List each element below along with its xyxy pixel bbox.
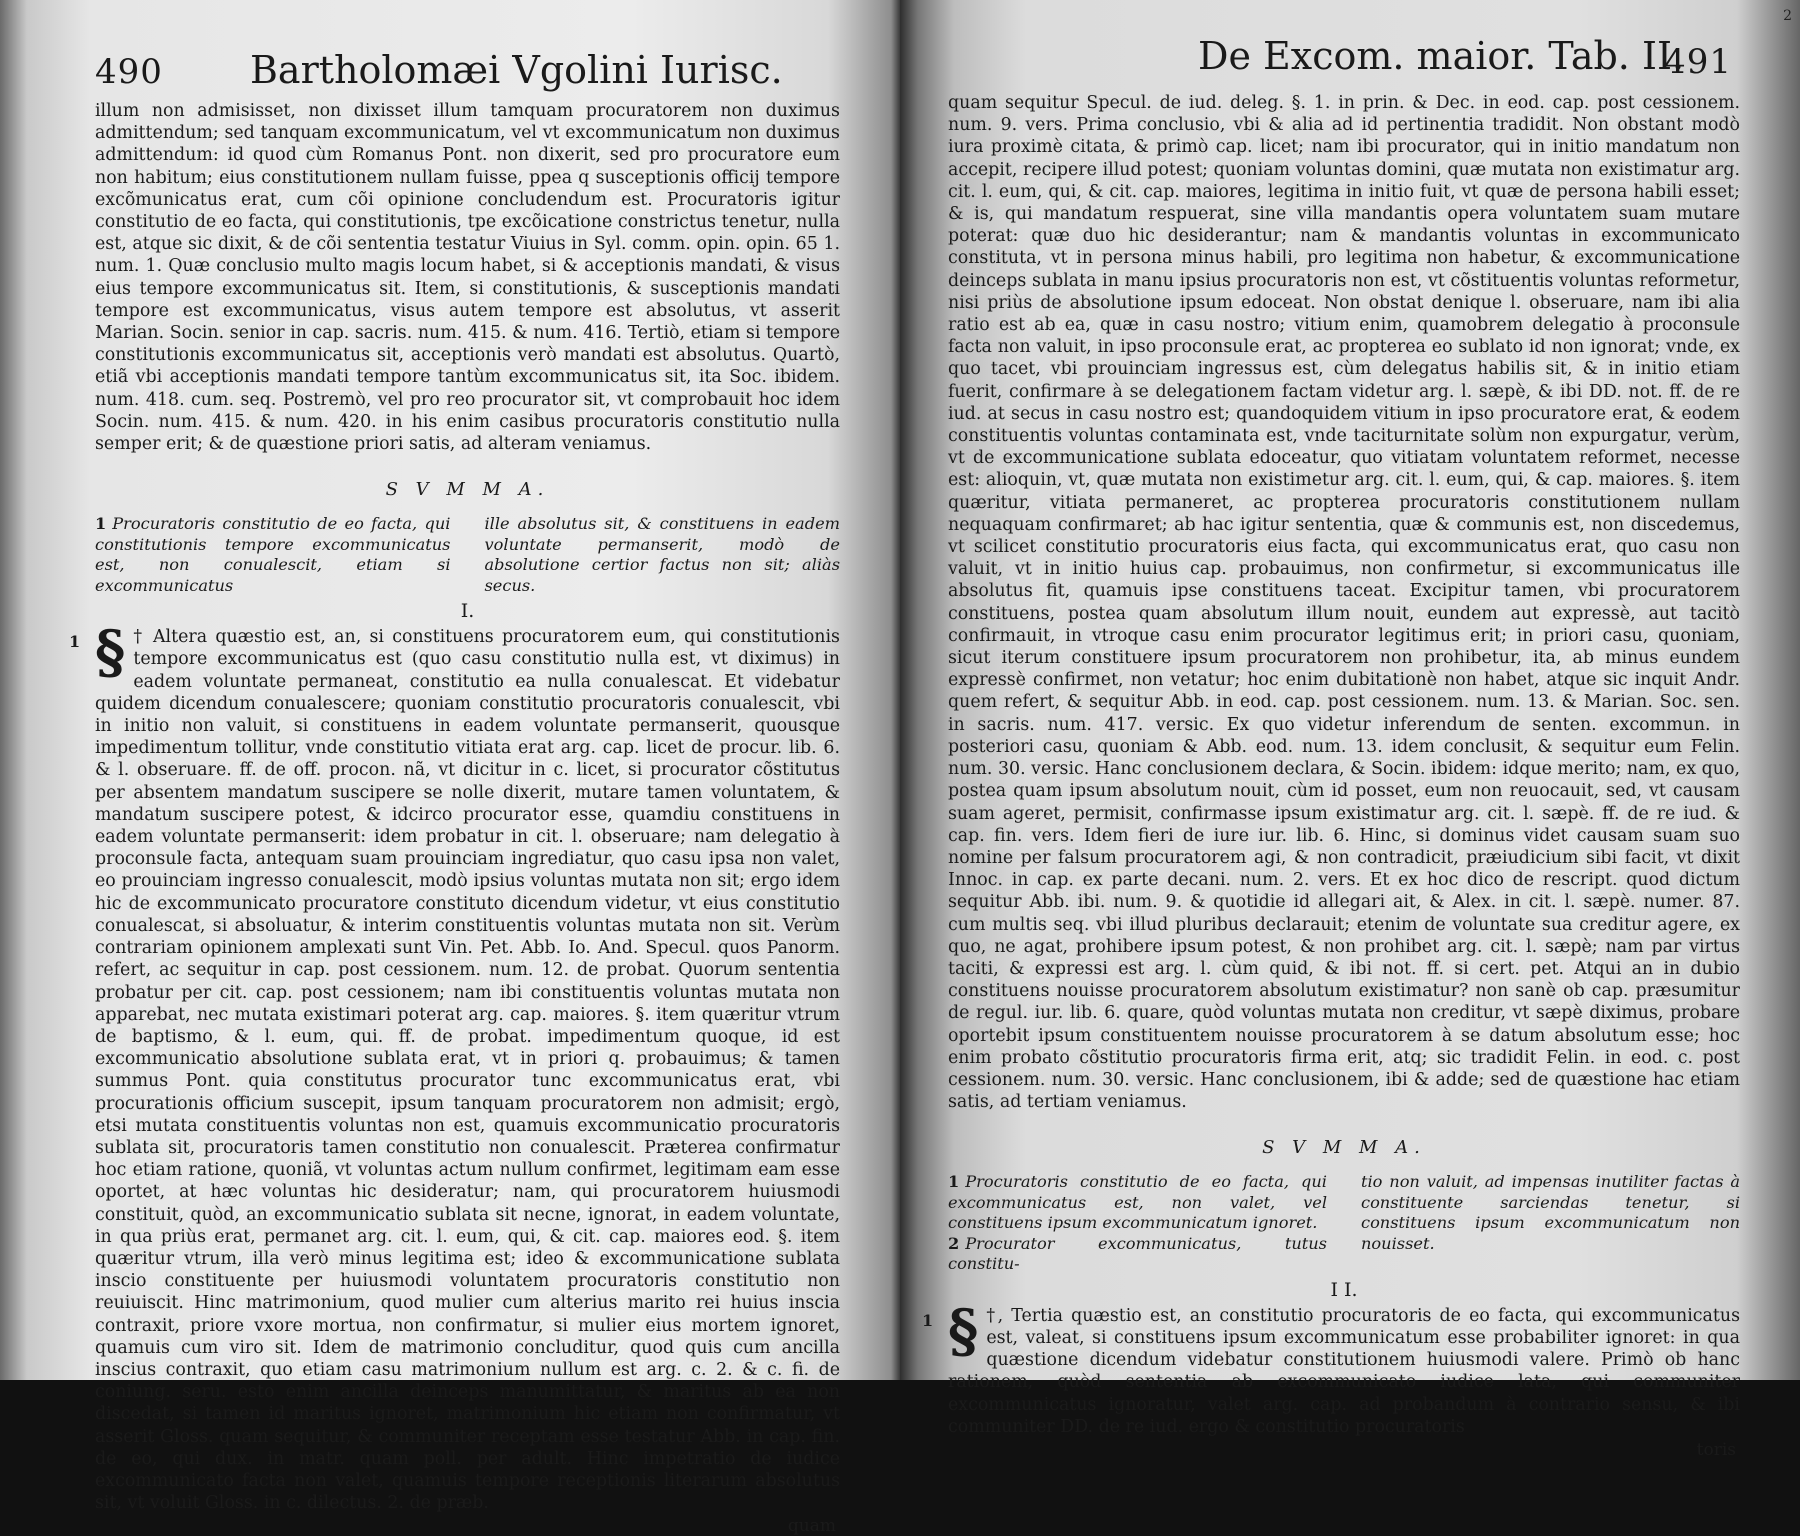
right-summary-col-1 <box>948 1172 1327 1275</box>
left-section-sign: § <box>95 618 126 687</box>
right-summary-text-1b: Procurator excommunicatus, tutus constitu- <box>948 1233 1327 1274</box>
left-summary-col-1 <box>95 514 451 596</box>
right-running-title: De Excom. maior. Tab. II. <box>1198 34 1685 78</box>
left-summary-text-2: ille absolutus sit, & constituens in eadem voluntate permanserit, modò de absolutione certior factus non sit; aliàs secus. <box>484 514 840 595</box>
left-running-title: Bartholomæi Vgolini Iurisc. <box>250 48 783 92</box>
right-section-sign: § <box>948 1296 979 1365</box>
right-page <box>900 0 1800 1461</box>
right-summary-number-2: 2 <box>948 1233 960 1253</box>
right-running-head <box>948 30 1740 92</box>
right-margin-number: 1 <box>922 1310 934 1330</box>
left-main-paragraph: † Altera quæstio est, an, si constituens procuratorem eum, qui constitutionis tempore excommunicatus est (quo casu constitutio nulla est, vt diximus) in eadem voluntate permaneat, constitutio ea nulla conualescat. Et videbatur quidem dicendum conualescere; quoniam constitutio procuratoris conualescit, vbi in initio non valuit, si constituens in eadem voluntate permanserit, quousque impedimentum tollitur, vnde constitutio vitiata erat arg. cap. licet de procur. lib. 6. & l. obseruare. ff. de off. procon. nã, vt dicitur in c. licet, si procurator cõstitutus per absentem mandatum suscipere se nolle dixerit, mutare tamen voluntatem, & mandatum suscipere potest, & idcirco procurator esse, quamdiu constituens in eadem voluntate permanserit: idem probatur in cit. l. obseruare; nam delegatio à proconsule facta, antequam suam prouinciam ingrediatur, quo casu ipsa non valet, eo prouinciam ingresso conualescit, modò ipsius voluntas mutata non sit; ergo idem hic de excommunicato procuratore constituto dicendum videtur, vt eius constitutio conualescat, si absoluatur, & interim constituentis voluntas mutata non sit. Verùm contrariam opinionem amplexati sunt Vin. Pet. Abb. Io. And. Specul. quos Panorm. refert, ac sequitur in cap. post cessionem. num. 12. de probat. Quorum sententia probatur per cit. cap. post cessionem; nam ibi constituentis voluntas mutata non apparebat, nec mutata existimari poterat arg. cap. maiores. §. item quæritur vtrum de baptismo, & l. eum, qui. ff. de probat. impedimentum quoque, id est excommunicatio absolutione sublata erat, vt in priori q. probauimus; & tamen summus Pont. quia constitutus procurator tunc excommunicatus erat, vbi procurationis officium suscepit, ipsum tanquam procuratorem non admisit; ergò, etsi mutata constituentis voluntas non est, quamuis excommunicatio procuratoris sublata sit, procuratoris tamen constitutio non conualescit. Præterea confirmatur hoc etiam ratione, quoniã, vt voluntas actum nullum confirmet, legitimam eam esse oportet, at hæc voluntas hic desideratur; nam, qui procuratorem huiusmodi constituit, quòd, an excommunicatio sublata sit necne, ignorat, in eadem voluntate, in qua priùs erat, permanet arg. cit. l. eum, qui, & cit. cap. maiores eod. §. item quæritur vtrum, illa verò minus legitima est; ideo & excommunicatione sublata inscio constituente per huiusmodi voluntatem procuratoris constitutio non reuiuiscit. Hinc matrimonium, quod mulier cum alterius marito rei huius inscia contraxit, priore vxore mortua, non confirmatur, si mulier eius mortem ignoret, quamuis cum viro sit. Idem de matrimonio concluditur, quod quis cum ancilla inscius contraxit, quo etiam casu matrimonium nullum est arg. c. 2. & c. fi. de coniung. seru. esto enim ancilla deinceps manumittatur, & maritus ab ea non discedat, si tamen id maritus ignoret, matrimonium hic etiam non confirmatur, vt asserit Gloss. quam sequitur, & communiter receptam esse testatur Abb. in cap. fin. de eo, qui dux. in matr. quam poll. per adult. Hinc impetratio de iudice excommunicato facta non valet, quamuis tempore receptionis literarum absolutus sit, vt voluit Gloss. in c. dilectus. 2. de præb. <box>95 627 840 1514</box>
left-top-paragraph: illum non admisisset, non dixisset illum tamquam procuratorem non duximus admittendum; sed tanquam excommunicatum, vel vt excommunicatum non duximus admittendum: id quod cùm Romanus Pont. non dixerit, sed pro procuratore eum non habitum; eius constitutionem nullam fuisse, ppea q susceptionis officij tempore excõmunicatus erat, cum cõi opinione concludendum est. Procuratoris igitur constitutio de eo facta, qui constitutionis, tpe excõicatione constrictus tenetur, nulla est, atque sic dixit, & de cõi sententia testatur Viuius in Syl. comm. opin. opin. 65 1. num. 1. Quæ conclusio multo magis locum habet, si & acceptionis mandati, & visus eius tempore excommunicatus sit. Item, si constitutionis, & susceptionis mandati tempore est excommunicatus, visus autem tempore est absolutus, vt asserit Marian. Socin. senior in cap. sacris. num. 415. & num. 416. Tertiò, etiam si tempore constitutionis excommunicatus sit, acceptionis verò mandati est absolutus. Quartò, etiã vbi acceptionis mandati tempore tantùm excommunicatus sit, ita Soc. ibidem. num. 418. cum. seq. Postremò, vel pro reo procurator sit, vt comprobauit hoc idem Socin. num. 415. & num. 420. in his enim casibus procuratoris constitutio nulla semper erit; & de quæstione priori satis, ad alteram veniamus. <box>95 101 840 455</box>
right-summary-text-2: tio non valuit, ad impensas inutiliter factas à constituente sarciendas tenetur, si constituens ipsum excommunicatum non nouisset. <box>1361 1172 1740 1253</box>
left-main-section <box>69 618 840 1514</box>
right-page-number: 491 <box>1664 42 1732 82</box>
left-page-number: 490 <box>95 52 163 92</box>
left-running-head <box>95 38 840 100</box>
left-summary-text-1: Procuratoris constitutio de eo facta, qui constitutionis tempore excommunicatus est, non conualescit, etiam si excommunicatus <box>95 514 451 595</box>
right-summary-number-1: 1 <box>948 1172 960 1192</box>
right-summa-heading: S V M M A. <box>1262 1137 1426 1159</box>
left-summa-heading: S V M M A. <box>385 479 550 501</box>
right-main-section <box>922 1296 1740 1438</box>
right-summary-text-1a: Procuratoris constitutio de eo facta, qui excommunicatus est, non valet, vel constituens ipsum excommunicatum ignoret. <box>948 1172 1327 1233</box>
left-summary-number: 1 <box>95 514 107 534</box>
left-summary <box>95 514 840 596</box>
right-main-paragraph: †, Tertia quæstio est, an constitutio procuratoris de eo facta, qui excommunicatus est, valeat, si constituens ipsum excommunicatum esse probabiliter ignoret: in qua quæstione dicendum videbatur constitutionem huiusmodi valere. Primò ob hanc rationem, quòd sententia ab excommunicato iudice lata, qui communiter excommunicatus ignoratur, valet arg. cap. ad probandum à contrario sensu, & ibi communiter DD. de re iud. ergo & constitutio procuratoris <box>948 1305 1740 1437</box>
right-edge-mark: 2 <box>1783 8 1792 24</box>
left-summary-col-2 <box>485 514 841 596</box>
right-summary-item-2 <box>948 1234 1327 1275</box>
right-summary <box>948 1172 1740 1275</box>
right-top-paragraph: quam sequitur Specul. de iud. deleg. §. 1. in prin. & Dec. in eod. cap. post cessionem. num. 9. vers. Prima conclusio, vbi & alia ad id pertinentia tradidit. Non obstant modò iura proximè citata, & primò cap. licet; nam ibi procurator, qui in initio mandatum non accepit, recipere illud potest; quoniam voluntas domini, quæ mutata non existimatur arg. cit. l. eum, qui, & cit. cap. maiores, legitima in initio fuit, vt quæ de persona habili esset; & is, qui mandatum respuerat, sine villa mandantis opera voluntatem suam mutare poterat: quæ duo hic desiderantur; nam & mandantis voluntas in excommunicato constituta, vt in persona minus habili, pro legitima non habetur, & excommunicatione deinceps sublata in manu ipsius procuratoris non est, vt cõstituentis voluntas reformetur, nisi priùs de absolutione ipsum edoceat. Non obstat denique l. obseruare, nam ibi alia ratio est ab ea, quæ in casu nostro; vitium enim, quamobrem delegatio à proconsule facta non valuit, in ipso proconsule erat, ac propterea eo sublato id non ignorat; vnde, ex quo tacet, vbi prouinciam ingressus est, cùm delegatus habilis sit, & in initio etiam fuerit, confirmare à se delegationem factam videtur arg. l. sæpè, & ibi DD. not. ff. de re iud. at secus in casu nostro est; quandoquidem vitium in ipso procuratore erat, & eodem constituentis voluntas contaminata est, vnde taciturnitate solùm non expurgatur, verùm, vt de excommunicatione sublata edoceatur, quo vitiatam voluntatem reformet, necesse est: alioquin, vt, quæ mutata non existimetur arg. cit. l. eum, qui, & cap. maiores. §. item quæritur, vitiata permaneret, ac propterea procuratoris constitutionem nullam nequaquam confirmaret; ab hac igitur sententia, quæ & communis est, non discedemus, vt scilicet constitutio procuratoris eius facta, qui excommunicatus erat, quo casu non valuit, vt in initio huius cap. probauimus, non confirmetur, si excommunicatus ille absolutus fit, quamuis ipse constituens taceat. Excipitur tamen, vbi procuratorem constituens, postea quam absolutum illum nouit, eundem aut expressè, aut tacitò confirmauit, in vtroque casu enim procurator legitimus erit; in priori casu, quoniam, sicut iterum constituere ipsum procuratorem non prohibetur, ita, ab minus eundem expressè confirmet, non vetatur; hoc enim dubitationè non habet, atque sic inquit Andr. quem refert, & sequitur Abb. in eod. cap. post cessionem. num. 13. & Marian. Soc. sen. in sacris. num. 417. versic. Ex quo videtur inferendum de senten. excommun. in posteriori casu, quoniam & Abb. eod. num. 13. idem conclusit, & sequitur eum Felin. num. 30. versic. Hanc conclusionem declara, & Socin. ibidem: idque merito; nam, ex quo, postea quam ipsum absolutum nouit, cùm id posset, eum non reuocauit, sed, vt causam suam ageret, permisit, confirmasse ipsum existimatur arg. cit. l. sæpè. ff. de re iud. & cap. fin. vers. Idem fieri de iure iur. lib. 6. Hinc, si dominus videt causam suam suo nomine per falsum procuratorem agi, & non contradicit, præiudicium sibi facit, vt dixit Innoc. in cap. ex parte decani. num. 2. vers. Et ex hoc dico de rescript. quod dictum sequitur Abb. ibi. num. 9. & quotidie id allegari ait, & Alex. in cit. l. sæpè. numer. 87. cum multis seq. vbi illud pluribus declarauit; etenim de voluntate sua creditur agere, ex quo, ne agat, prohibere ipsum potest, & non prohibet arg. cit. l. sæpè; nam par virtus taciti, & expressi est arg. l. cùm quid, & ibi not. ff. si cert. pet. Atqui an in dubio constituens nouisse procuratorem absolutum existimatur? non sanè ob cap. præsumitur de regul. iur. lib. 6. quare, quòd voluntas mutata non creditur, vt sæpè diximus, probare oportebit ipsum constituentem nouisse procuratorem à se datum absolutum esse; hoc enim probato cõstitutio procuratoris firma erit, atq; sic tradidit Felin. in eod. c. post cessionem. num. 30. versic. Hanc conclusionem, ibi & adde; sed de quæstione hac etiam satis, ad tertiam veniamus. <box>948 93 1740 1113</box>
right-section-numeral: I I. <box>1330 1278 1358 1301</box>
left-section-numeral: I. <box>460 600 475 623</box>
left-margin-number: 1 <box>69 632 81 652</box>
right-summary-item-1 <box>948 1172 1327 1234</box>
right-catchword: toris <box>1696 1440 1736 1461</box>
right-summary-col-2 <box>1361 1172 1740 1275</box>
left-catchword: quam <box>787 1516 836 1536</box>
